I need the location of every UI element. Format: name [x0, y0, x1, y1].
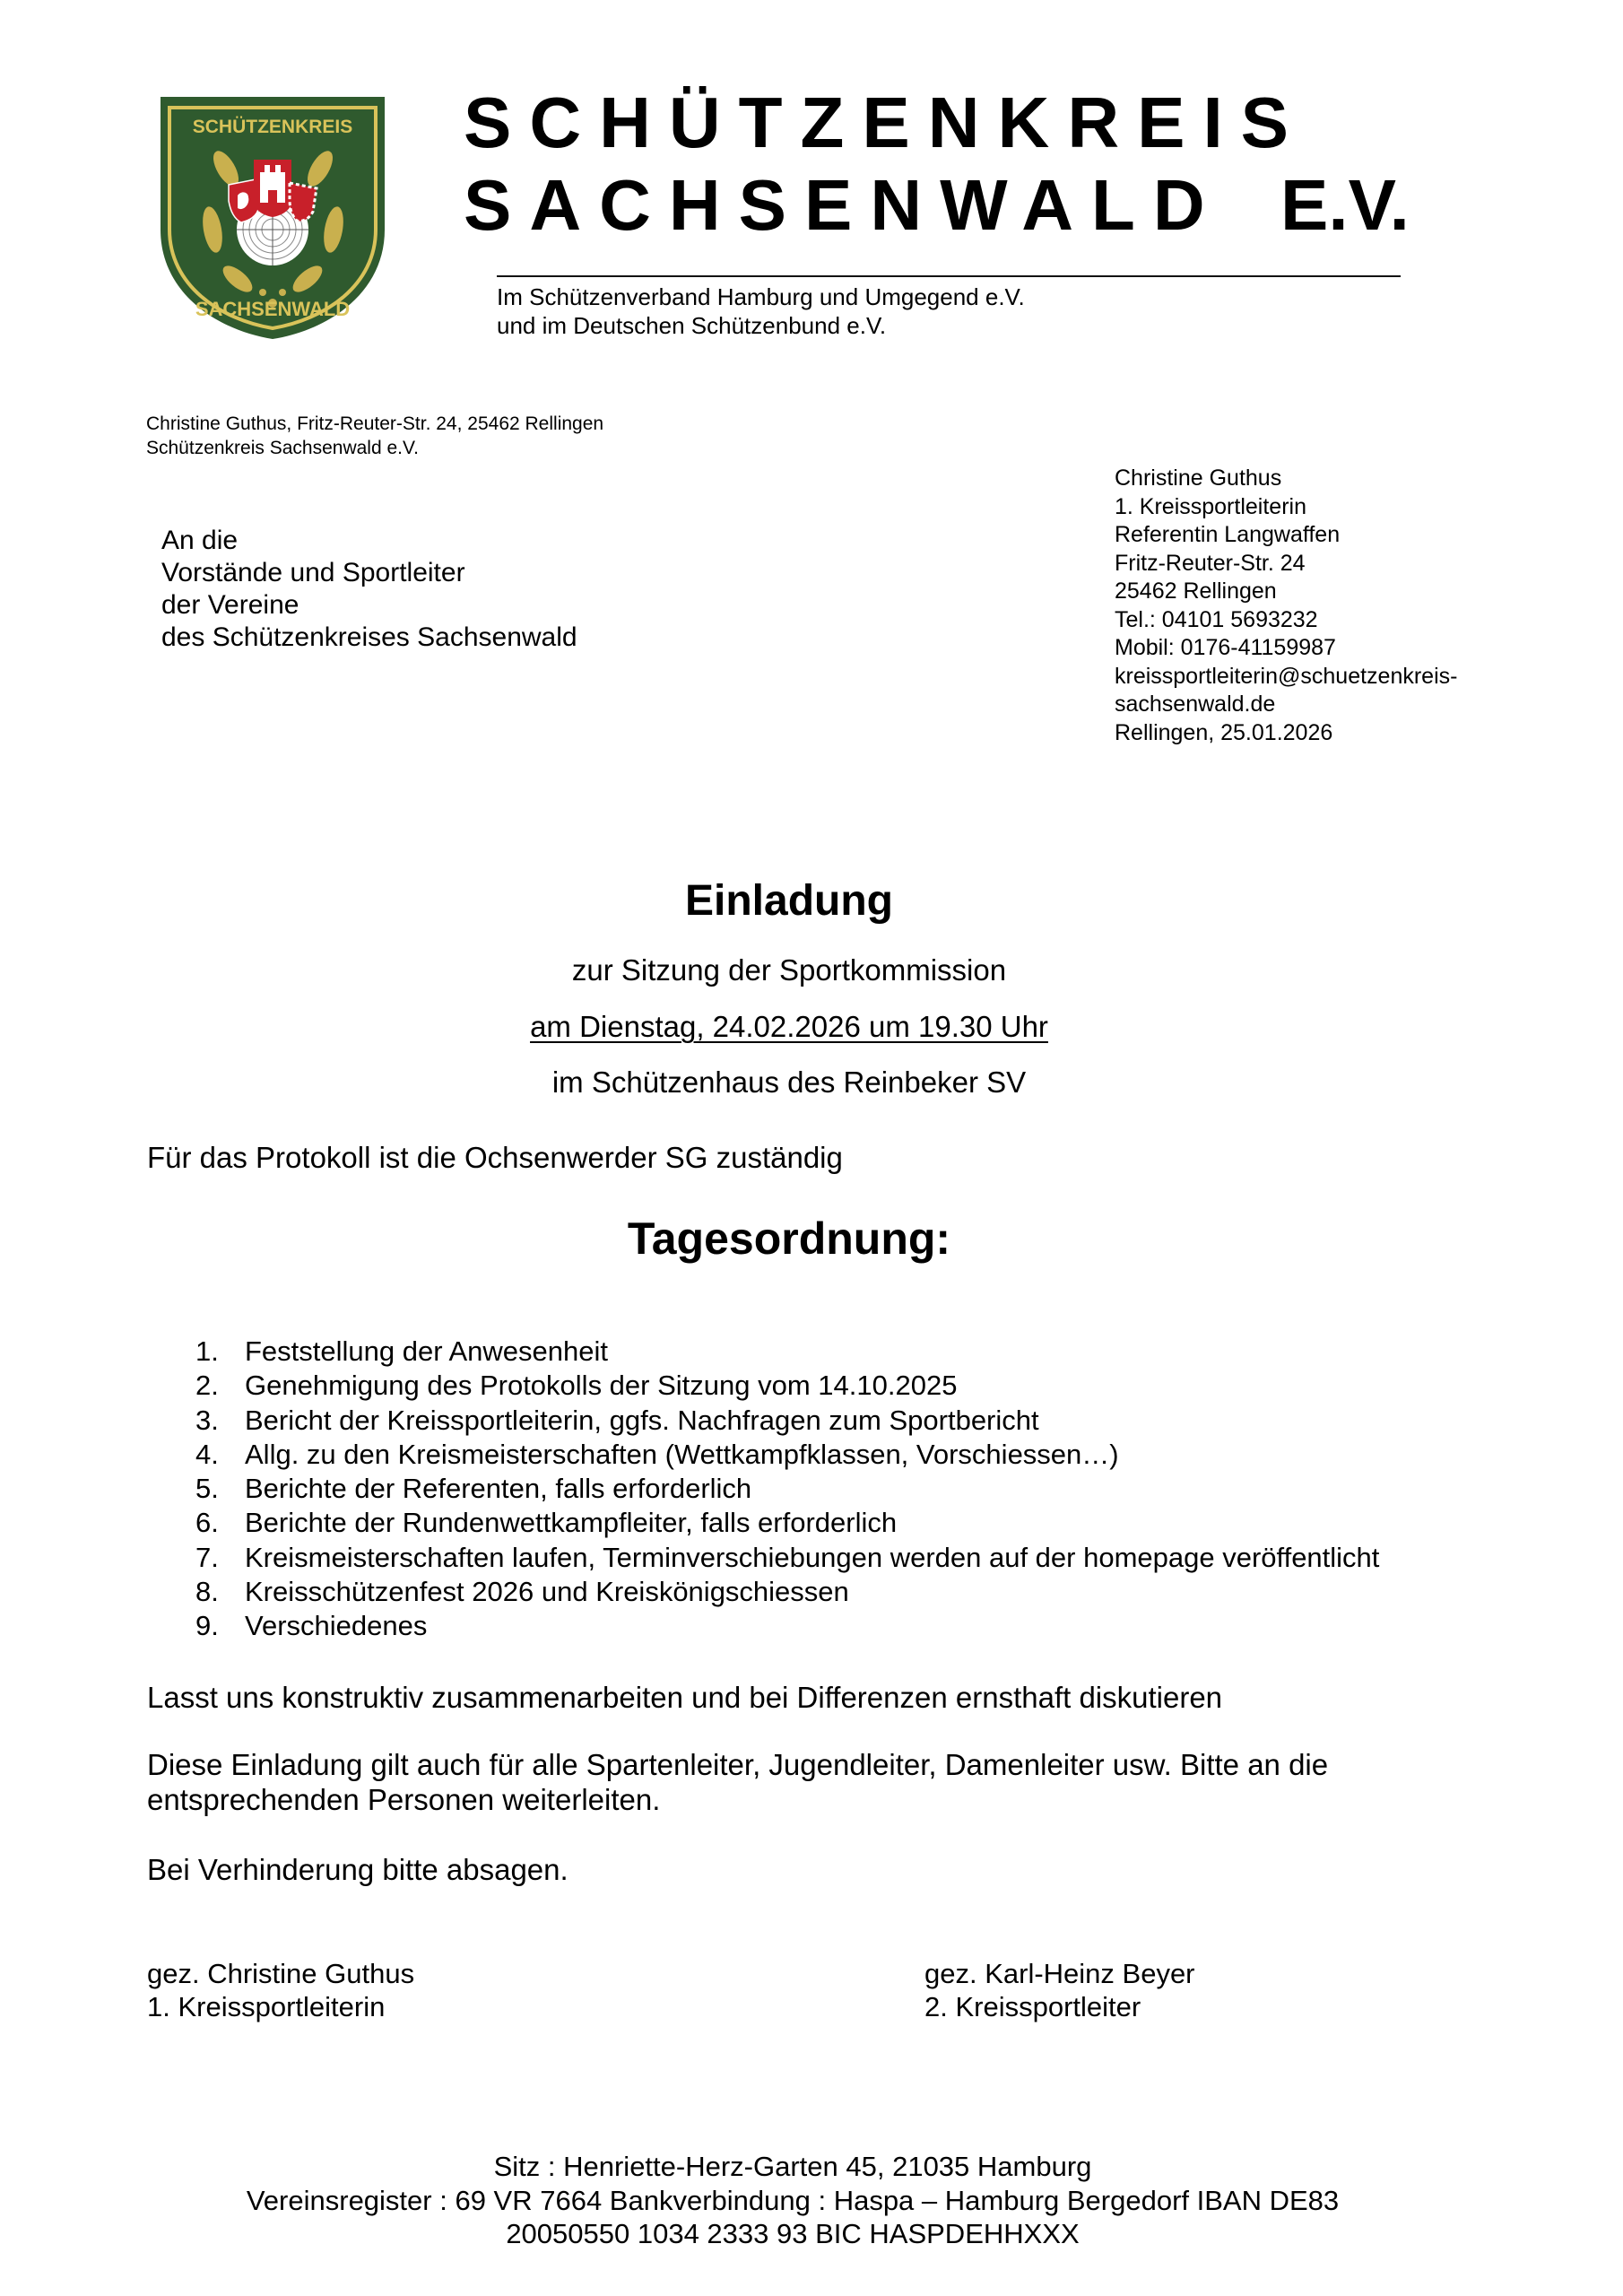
closing-paragraph-1: Lasst uns konstruktiv zusammenarbeiten und bei Differenzen ernsthaft diskutieren	[147, 1681, 1223, 1714]
club-crest-logo	[159, 95, 386, 341]
agenda-item-number: 9.	[195, 1610, 219, 1641]
agenda-item-number: 1.	[195, 1335, 219, 1367]
signature-right-role: 2. Kreissportleiter	[924, 1991, 1141, 2022]
invitation-date-time	[0, 1012, 1578, 1041]
agenda-item-text: Feststellung der Anwesenheit	[245, 1335, 608, 1367]
agenda-item-number: 4.	[195, 1438, 219, 1470]
agenda-item-text: Kreisschützenfest 2026 und Kreiskönigschiessen	[245, 1575, 849, 1607]
letterhead-divider	[497, 275, 1401, 277]
contact-city: 25462 Rellingen	[1115, 578, 1277, 604]
agenda-heading: Tagesordnung:	[627, 1213, 951, 1264]
agenda-item-number: 6.	[195, 1507, 219, 1539]
agenda-item-number: 8.	[195, 1575, 219, 1607]
agenda-item-number: 2.	[195, 1370, 219, 1402]
agenda-item-text: Allg. zu den Kreismeisterschaften (Wettkampfklassen, Vorschiessen…)	[245, 1438, 1119, 1470]
signature-left-role: 1. Kreissportleiterin	[147, 1991, 386, 2022]
agenda-item-number: 5.	[195, 1473, 219, 1504]
contact-email-link-cont[interactable]: sachsenwald.de	[1115, 691, 1276, 717]
recipient-line: der Vereine	[161, 590, 299, 620]
contact-email-link[interactable]: kreissportleiterin@schuetzenkreis-	[1115, 663, 1458, 689]
contact-title: Referentin Langwaffen	[1115, 522, 1341, 547]
agenda-item-text: Bericht der Kreissportleiterin, ggfs. Nachfragen zum Sportbericht	[245, 1404, 1039, 1436]
agenda-item-text: Berichte der Referenten, falls erforderlich	[245, 1473, 752, 1504]
agenda-item-number: 3.	[195, 1404, 219, 1436]
affiliation-line2: und im Deutschen Schützenbund e.V.	[497, 312, 887, 339]
crest-text-top: SCHÜTZENKREIS	[192, 117, 353, 137]
footer-registry-bank: Vereinsregister : 69 VR 7664 Bankverbindung : Haspa – Hamburg Bergedorf IBAN DE83	[246, 2185, 1340, 2216]
affiliation-line1: Im Schützenverband Hamburg und Umgegend e.V.	[497, 283, 1025, 310]
org-title-line1: SCHÜTZENKREIS	[464, 83, 1307, 162]
invitation-subject: zur Sitzung der Sportkommission	[571, 953, 1007, 987]
recipient-line: des Schützenkreises Sachsenwald	[161, 622, 577, 652]
invitation-heading: Einladung	[685, 877, 893, 925]
letter-date: Rellingen, 25.01.2026	[1115, 719, 1333, 745]
contact-phone: Tel.: 04101 5693232	[1115, 606, 1318, 632]
org-title-suffix: E.V.	[1280, 165, 1410, 245]
agenda-item-text: Verschiedenes	[245, 1610, 428, 1641]
closing-paragraph-2-line2: entsprechenden Personen weiterleiten.	[147, 1783, 661, 1816]
agenda-item-text: Genehmigung des Protokolls der Sitzung vom 14.10.2025	[245, 1370, 958, 1402]
sender-line1: Christine Guthus, Fritz-Reuter-Str. 24, 25462 Rellingen	[146, 413, 604, 434]
crest-text-bottom: SACHSENWALD	[195, 298, 351, 320]
closing-paragraph-2-line1: Diese Einladung gilt auch für alle Spartenleiter, Jugendleiter, Damenleiter usw. Bitte an die	[147, 1748, 1329, 1781]
agenda-item-text: Berichte der Rundenwettkampfleiter, falls erforderlich	[245, 1507, 898, 1539]
protocol-note: Für das Protokoll ist die Ochsenwerder SG zuständig	[147, 1141, 843, 1174]
footer-iban-bic: 20050550 1034 2333 93 BIC HASPDEHHXXX	[506, 2218, 1080, 2249]
invitation-date-time-text: am Dienstag, 24.02.2026 um 19.30 Uhr	[530, 1010, 1048, 1043]
signature-left-name: gez. Christine Guthus	[147, 1958, 415, 1989]
recipient-line: An die	[161, 526, 239, 555]
closing-paragraph-3: Bei Verhinderung bitte absagen.	[147, 1853, 568, 1886]
signature-right-name: gez. Karl-Heinz Beyer	[924, 1958, 1195, 1989]
contact-name: Christine Guthus	[1115, 465, 1282, 491]
org-title-line2: SACHSENWALD	[464, 165, 1223, 245]
contact-role: 1. Kreissportleiterin	[1115, 493, 1306, 519]
footer-address: Sitz : Henriette-Herz-Garten 45, 21035 Hamburg	[493, 2151, 1092, 2182]
recipient-line: Vorstände und Sportleiter	[161, 558, 465, 587]
agenda-item-text: Kreismeisterschaften laufen, Terminverschiebungen werden auf der homepage veröffentlicht	[245, 1541, 1380, 1573]
invitation-location: im Schützenhaus des Reinbeker SV	[551, 1065, 1027, 1099]
sender-line2: Schützenkreis Sachsenwald e.V.	[146, 438, 419, 458]
contact-mobile: Mobil: 0176-41159987	[1115, 635, 1336, 660]
agenda-item-number: 7.	[195, 1541, 219, 1573]
contact-street: Fritz-Reuter-Str. 24	[1115, 550, 1306, 576]
